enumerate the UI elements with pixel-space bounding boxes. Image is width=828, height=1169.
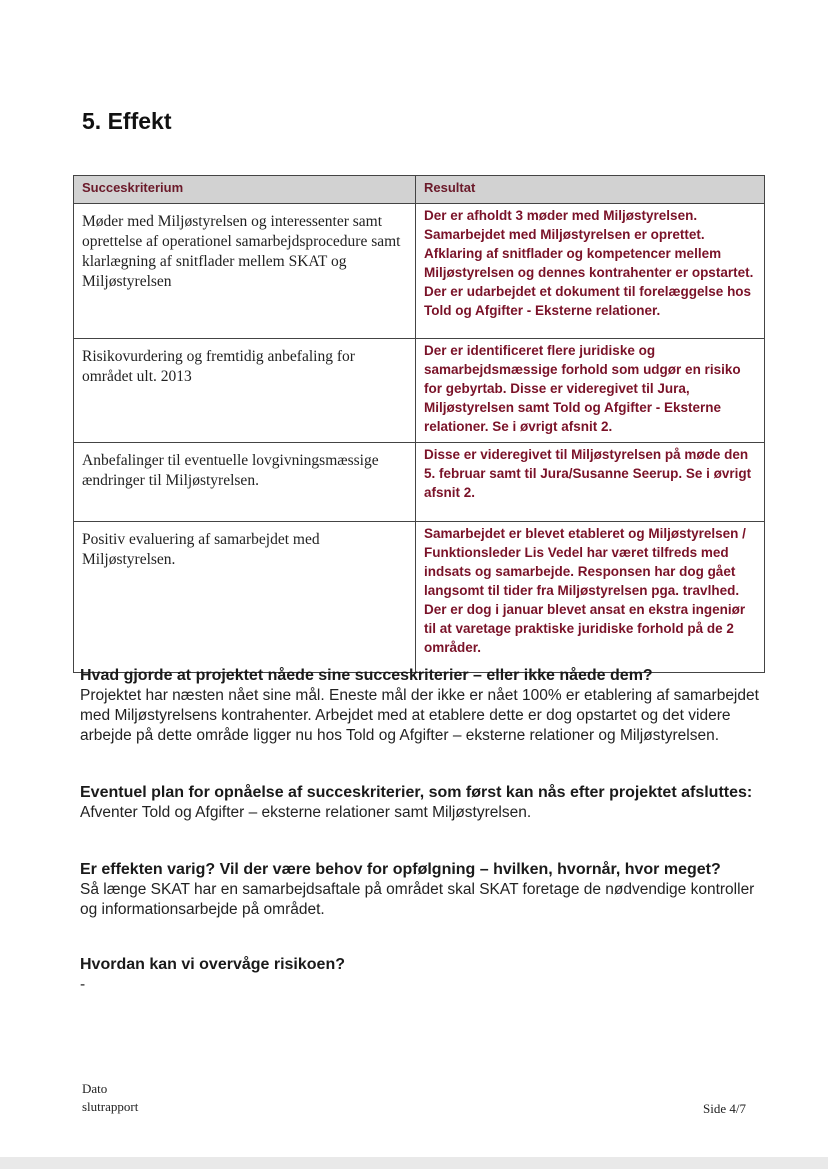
answer-text: - (80, 976, 86, 993)
page-number: Side 4/7 (703, 1101, 746, 1116)
criterion-cell: Anbefalinger til eventuelle lovgivningsmæssige ændringer til Miljøstyrelsen. (74, 443, 416, 522)
header-result: Resultat (416, 176, 765, 204)
question-heading: Er effekten varig? Vil der være behov for opfølgning – hvilken, hvornår, hvor meget? (80, 861, 721, 878)
section-title: 5. Effekt (82, 108, 172, 134)
footer-date-label: Dato (82, 1081, 108, 1096)
footer-doc-label: slutrapport (82, 1099, 139, 1114)
answer-text: Projektet har næsten nået sine mål. Eneste mål der ikke er nået 100% er etablering af samarbejdet med Miljøstyrelsens kontrahenter. Arbejdet med at etablere dette er dog opstartet og det videre arbejde på dette område ligger nu hos Told og Afgifter – eksterne relationer og Miljøstyrelsen. (80, 687, 759, 744)
table-row (74, 204, 765, 339)
question-heading: Hvordan kan vi overvåge risikoen? (80, 956, 345, 973)
effekt-table (73, 175, 765, 673)
qa-block-success (80, 666, 770, 746)
answer-text: Afventer Told og Afgifter – eksterne relationer samt Miljøstyrelsen. (80, 804, 532, 821)
result-cell: Der er identificeret flere juridiske og samarbejdsmæssige forhold som udgør en risiko for gebyrtab. Disse er videregivet til Jura, Miljøstyrelsen samt Told og Afgifter - Eksterne relationer. Se i øvrigt afsnit 2. (416, 339, 765, 443)
result-cell: Samarbejdet er blevet etableret og Miljøstyrelsen / Funktionsleder Lis Vedel har været tilfreds med indsats og samarbejde. Responsen har dog gået langsomt til tider fra Miljøstyrelsen pga. travlhed. Der er dog i januar blevet ansat en ekstra ingeniør til at varetage praktiske juridiske forhold på de 2 områder. (416, 522, 765, 673)
answer-text: Så længe SKAT har en samarbejdsaftale på området skal SKAT foretage de nødvendige kontroller og informationsarbejde på området. (80, 881, 755, 918)
page-bottom-edge (0, 1157, 828, 1169)
question-heading: Hvad gjorde at projektet nåede sine succeskriterier – eller ikke nåede dem? (80, 667, 653, 684)
criterion-cell: Møder med Miljøstyrelsen og interessenter samt oprettelse af operationel samarbejdsprocedure samt klarlægning af snitflader mellem SKAT og Miljøstyrelsen (74, 204, 416, 339)
table-header-row (74, 176, 765, 204)
result-cell: Disse er videregivet til Miljøstyrelsen på møde den 5. februar samt til Jura/Susanne Seerup. Se i øvrigt afsnit 2. (416, 443, 765, 522)
question-heading: Eventuel plan for opnåelse af succeskriterier, som først kan nås efter projektet afsluttes: (80, 784, 753, 801)
table-row (74, 522, 765, 673)
table-row (74, 443, 765, 522)
criterion-cell: Positiv evaluering af samarbejdet med Miljøstyrelsen. (74, 522, 416, 673)
criterion-cell: Risikovurdering og fremtidig anbefaling for området ult. 2013 (74, 339, 416, 443)
qa-block-risk (80, 955, 770, 995)
header-criterion: Succeskriterium (74, 176, 416, 204)
table-row (74, 339, 765, 443)
qa-block-plan (80, 783, 770, 823)
footer-left (82, 1080, 138, 1116)
result-cell: Der er afholdt 3 møder med Miljøstyrelsen. Samarbejdet med Miljøstyrelsen er oprettet. Afklaring af snitflader og kompetencer mellem Miljøstyrelsen og dennes kontrahenter er opstartet. Der er udarbejdet et dokument til forelæggelse hos Told og Afgifter - Eksterne relationer. (416, 204, 765, 339)
qa-block-durability (80, 860, 770, 920)
